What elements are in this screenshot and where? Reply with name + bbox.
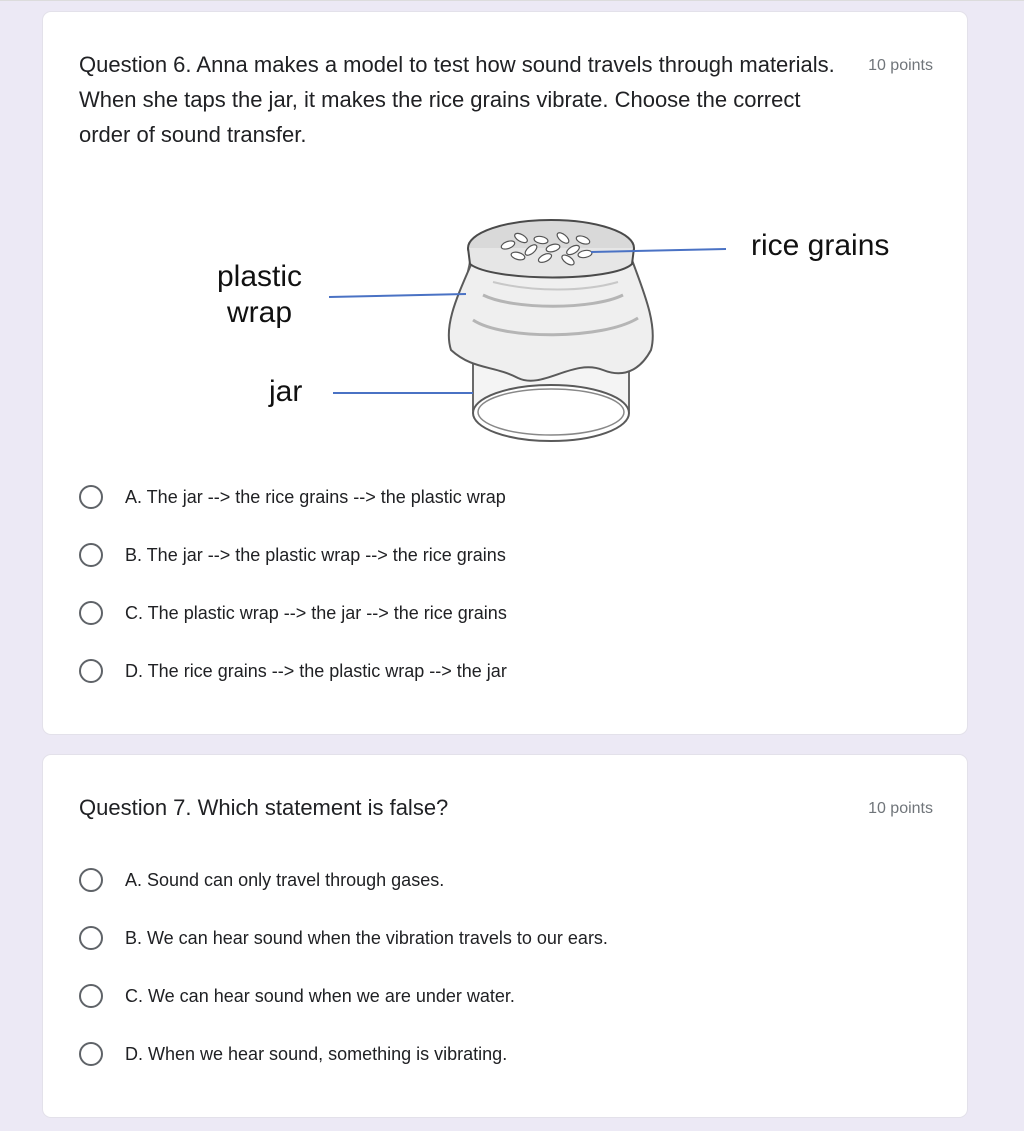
label-jar: jar xyxy=(269,375,303,408)
points-label: 10 points xyxy=(868,57,933,74)
label-wrap: wrap xyxy=(227,296,293,329)
radio-button[interactable] xyxy=(79,984,103,1008)
option-c[interactable] xyxy=(79,598,507,628)
option-label: B. The jar --> the plastic wrap --> the rice grains xyxy=(125,544,506,565)
option-label: A. Sound can only travel through gases. xyxy=(125,869,445,890)
question-card-7 xyxy=(42,754,968,1118)
option-a[interactable] xyxy=(79,865,444,895)
option-label: B. We can hear sound when the vibration travels to our ears. xyxy=(125,927,608,948)
question-card-6 xyxy=(42,11,968,735)
question-title: Question 7. Which statement is false? xyxy=(79,795,449,820)
option-label: C. The plastic wrap --> the jar --> the rice grains xyxy=(125,602,507,623)
points-label: 10 points xyxy=(868,800,933,817)
jar-illustration xyxy=(449,220,653,441)
radio-button[interactable] xyxy=(79,868,103,892)
label-rice-grains: rice grains xyxy=(751,229,890,262)
question-title: Question 6. Anna makes a model to test how sound travels through materials. When she taps the jar, it makes the rice grains vibrate. Choose the correct order of sound transfer. xyxy=(79,52,835,147)
option-a[interactable] xyxy=(79,482,506,512)
option-label: C. We can hear sound when we are under water. xyxy=(125,985,515,1006)
option-b[interactable] xyxy=(79,923,608,953)
wrap-leader-line xyxy=(329,294,466,297)
label-plastic: plastic xyxy=(217,260,303,293)
option-d[interactable] xyxy=(79,1039,507,1069)
option-label: D. The rice grains --> the plastic wrap --> the jar xyxy=(125,660,507,681)
option-d[interactable] xyxy=(79,656,507,686)
radio-button[interactable] xyxy=(79,1042,103,1066)
option-label: A. The jar --> the rice grains --> the plastic wrap xyxy=(125,486,506,507)
option-b[interactable] xyxy=(79,540,506,570)
radio-button[interactable] xyxy=(79,659,103,683)
radio-button[interactable] xyxy=(79,601,103,625)
radio-button[interactable] xyxy=(79,926,103,950)
radio-button[interactable] xyxy=(79,543,103,567)
option-label: D. When we hear sound, something is vibrating. xyxy=(125,1043,508,1064)
jar-diagram xyxy=(173,200,890,450)
option-c[interactable] xyxy=(79,981,515,1011)
radio-button[interactable] xyxy=(79,485,103,509)
top-divider xyxy=(0,0,1024,1)
